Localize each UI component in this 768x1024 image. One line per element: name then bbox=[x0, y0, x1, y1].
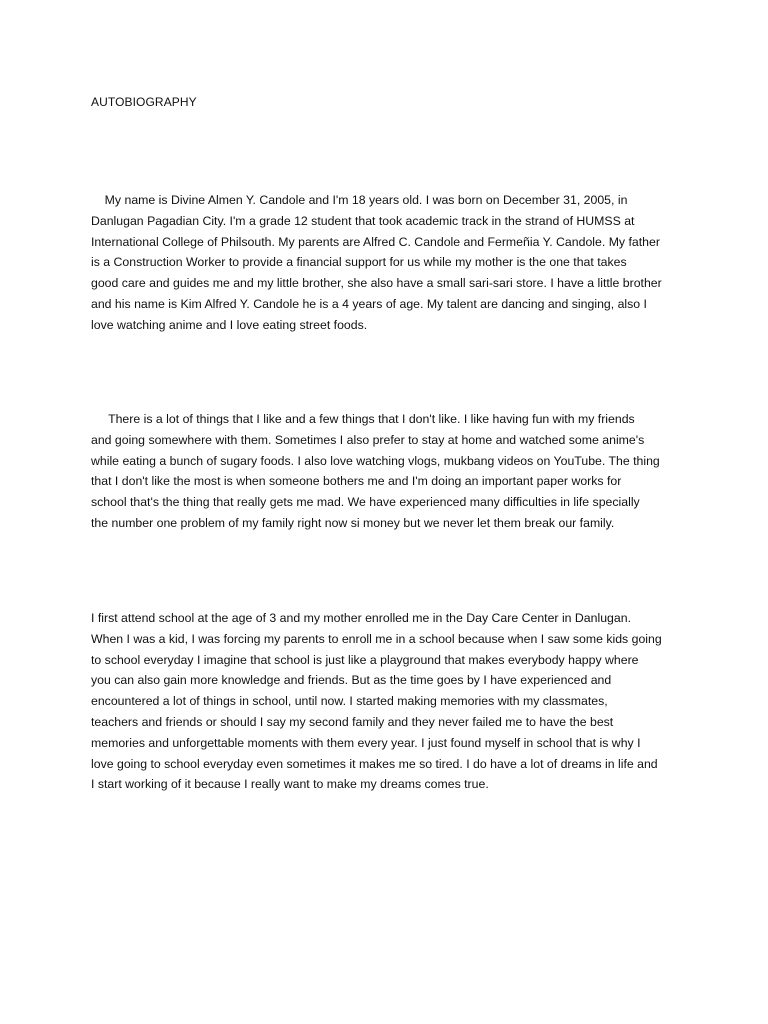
paragraph-introduction bbox=[91, 190, 691, 336]
paragraph-line: I start working of it because I really want to make my dreams comes true. bbox=[91, 777, 489, 792]
paragraph-line: the number one problem of my family right now si money but we never let them break our family. bbox=[91, 515, 615, 530]
paragraph-line: and his name is Kim Alfred Y. Candole he is a 4 years of age. My talent are dancing and singing, also I bbox=[91, 296, 647, 311]
paragraph-line: you can also gain more knowledge and friends. But as the time goes by I have experienced and bbox=[91, 673, 612, 688]
paragraph-line: that I don't like the most is when someone bothers me and I'm doing an important paper works for bbox=[91, 474, 622, 489]
paragraph-line: memories and unforgettable moments with them every year. I just found myself in school that is why I bbox=[91, 735, 641, 750]
paragraph-likes-dislikes bbox=[91, 409, 691, 534]
paragraph-school bbox=[91, 608, 691, 795]
paragraph-line: When I was a kid, I was forcing my parents to enroll me in a school because when I saw some kids going bbox=[91, 631, 662, 646]
paragraph-line: school that's the thing that really gets me mad. We have experienced many difficulties in life specially bbox=[91, 495, 640, 510]
paragraph-line: My name is Divine Almen Y. Candole and I'm 18 years old. I was born on December 31, 2005, in bbox=[91, 193, 628, 207]
paragraph-line: teachers and friends or should I say my second family and they never failed me to have the best bbox=[91, 714, 614, 729]
paragraph-line: I first attend school at the age of 3 and my mother enrolled me in the Day Care Center in Danlugan. bbox=[91, 611, 631, 625]
paragraph-line: to school everyday I imagine that school is just like a playground that makes everybody happy where bbox=[91, 652, 639, 667]
paragraph-line: encountered a lot of things in school, until now. I started making memories with my classmates, bbox=[91, 694, 608, 709]
paragraph-line: There is a lot of things that I like and a few things that I don't like. I like having fun with my friends bbox=[91, 412, 635, 426]
document-title: AUTOBIOGRAPHY bbox=[91, 95, 197, 109]
paragraph-line: and going somewhere with them. Sometimes I also prefer to stay at home and watched some anime's bbox=[91, 432, 645, 447]
paragraph-line: International College of Philsouth. My parents are Alfred C. Candole and Fermeñia Y. Candole. My father bbox=[91, 234, 660, 249]
paragraph-line: good care and guides me and my little brother, she also have a small sari-sari store. I have a little brother bbox=[91, 276, 662, 291]
paragraph-line: is a Construction Worker to provide a financial support for us while my mother is the one that takes bbox=[91, 255, 627, 270]
paragraph-line: love going to school everyday even sometimes it makes me so tired. I do have a lot of dreams in life and bbox=[91, 756, 658, 771]
paragraph-line: love watching anime and I love eating street foods. bbox=[91, 317, 368, 332]
paragraph-line: Danlugan Pagadian City. I'm a grade 12 student that took academic track in the strand of HUMSS at bbox=[91, 213, 635, 228]
paragraph-line: while eating a bunch of sugary foods. I also love watching vlogs, mukbang videos on YouTube. The thing bbox=[91, 453, 660, 468]
